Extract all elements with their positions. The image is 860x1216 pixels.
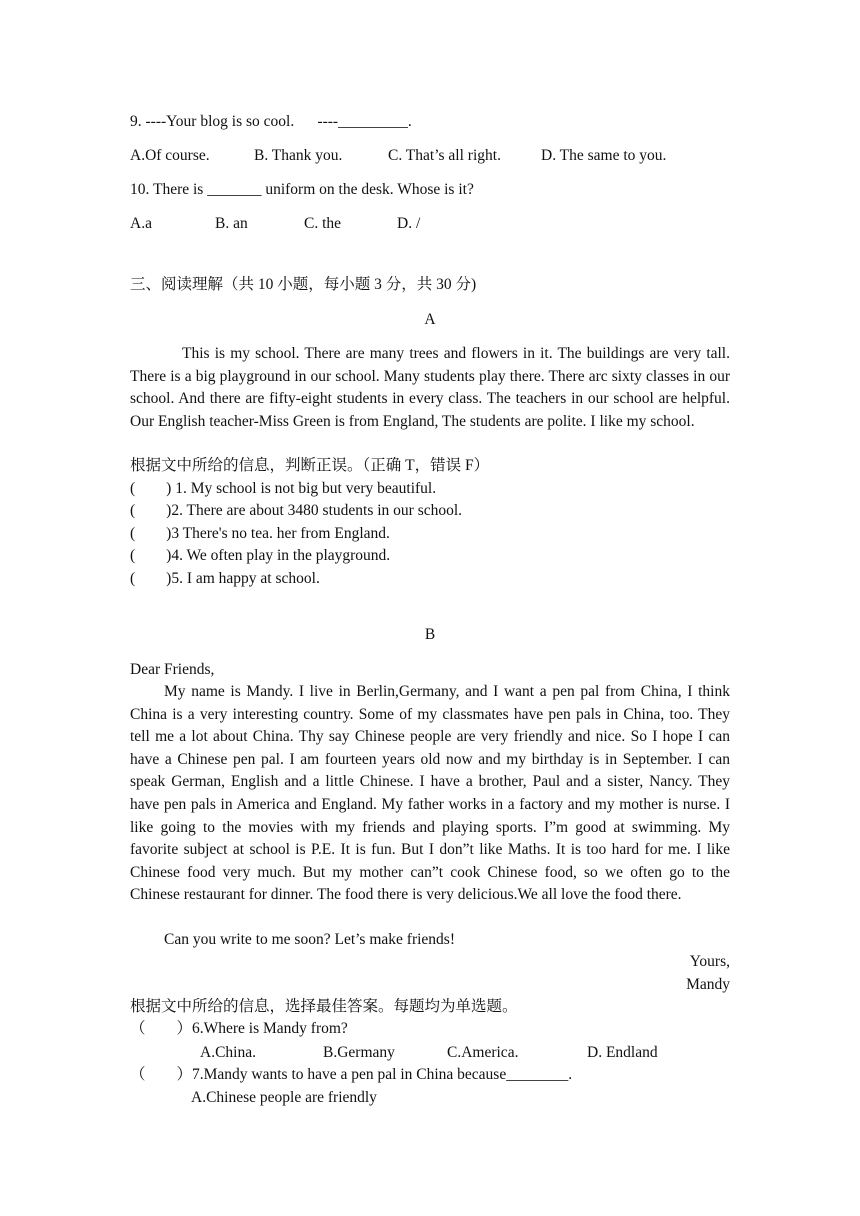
question-10-option-c: C. the bbox=[304, 215, 342, 232]
tf-item-1: ( ) 1. My school is not big but very beautiful. bbox=[130, 480, 437, 497]
question-7-option-a: A.Chinese people are friendly bbox=[191, 1089, 377, 1106]
passage-a-text bbox=[130, 343, 730, 433]
passage-a-label: A bbox=[424, 311, 436, 328]
passage-a-paragraph: This is my school. There are many trees and flowers in it. The buildings are very tall. There is a big playground in our school. Many students play there. There arc sixty classes in our school. And there are fifty-eight students in every class. The teachers in our school are helpful. Our English teacher-Miss Green is from England, The students are polite. I like my school. bbox=[130, 345, 730, 430]
letter-sign-off: Yours, bbox=[689, 953, 730, 970]
letter-greeting: Dear Friends, bbox=[130, 661, 215, 678]
question-10-option-a: A.a bbox=[130, 215, 152, 232]
letter-body bbox=[130, 681, 730, 907]
question-6-option-a: A.China. bbox=[200, 1044, 256, 1061]
question-10-stem: 10. There is _______ uniform on the desk. Whose is it? bbox=[130, 181, 474, 198]
question-9-option-b: B. Thank you. bbox=[254, 147, 343, 164]
question-6-option-b: B.Germany bbox=[323, 1044, 395, 1061]
question-9-stem: 9. ----Your blog is so cool. ----_________. bbox=[130, 113, 412, 130]
letter-body-paragraph: My name is Mandy. I live in Berlin,Germany, and I want a pen pal from China, I think China is a very interesting country. Some of my classmates have pen pals in China, too. They tell me a lot about China. Thy say Chinese people are very friendly and nice. So I hope I can have a Chinese pen pal. I am fourteen years old now and my birthday is in September. I can speak German, English and a little Chinese. I have a brother, Paul and a sister, Nancy. They have pen pals in America and England. My father works in a factory and my mother is nurse. I like going to the movies with my friends and playing sports. I”m good at swimming. My favorite subject at school is P.E. It is fun. But I don”t like Maths. It is too hard for me. I like Chinese food very much. But my mother can”t cook Chinese food, so we often go to the Chinese restaurant for dinner. The food there is very delicious.We all love the food there. bbox=[130, 683, 730, 904]
passage-b-instruction: 根据文中所给的信息，选择最佳答案。每题均为单选题。 bbox=[130, 998, 518, 1015]
question-9-option-a: A.Of course. bbox=[130, 147, 210, 164]
question-9-option-c: C. That’s all right. bbox=[388, 147, 501, 164]
section-3-heading: 三、阅读理解（共 10 小题，每小题 3 分，共 30 分) bbox=[130, 276, 477, 293]
question-10-option-d: D. / bbox=[397, 215, 421, 232]
letter-closing-line: Can you write to me soon? Let’s make friends! bbox=[164, 931, 455, 948]
letter-signature: Mandy bbox=[686, 976, 730, 993]
tf-item-3: ( )3 There's no tea. her from England. bbox=[130, 525, 390, 542]
tf-item-4: ( )4. We often play in the playground. bbox=[130, 547, 391, 564]
question-7-stem: （ ）7.Mandy wants to have a pen pal in China because________. bbox=[130, 1066, 573, 1083]
tf-item-5: ( )5. I am happy at school. bbox=[130, 570, 320, 587]
question-6-option-d: D. Endland bbox=[587, 1044, 658, 1061]
question-6-option-c: C.America. bbox=[447, 1044, 519, 1061]
tf-item-2: ( )2. There are about 3480 students in our school. bbox=[130, 502, 463, 519]
passage-b-label: B bbox=[424, 626, 436, 643]
passage-a-instruction: 根据文中所给的信息，判断正误。（正确 T，错误 F） bbox=[130, 457, 490, 474]
question-10-option-b: B. an bbox=[215, 215, 248, 232]
question-6-stem: （ ）6.Where is Mandy from? bbox=[130, 1020, 348, 1037]
question-9-option-d: D. The same to you. bbox=[541, 147, 667, 164]
